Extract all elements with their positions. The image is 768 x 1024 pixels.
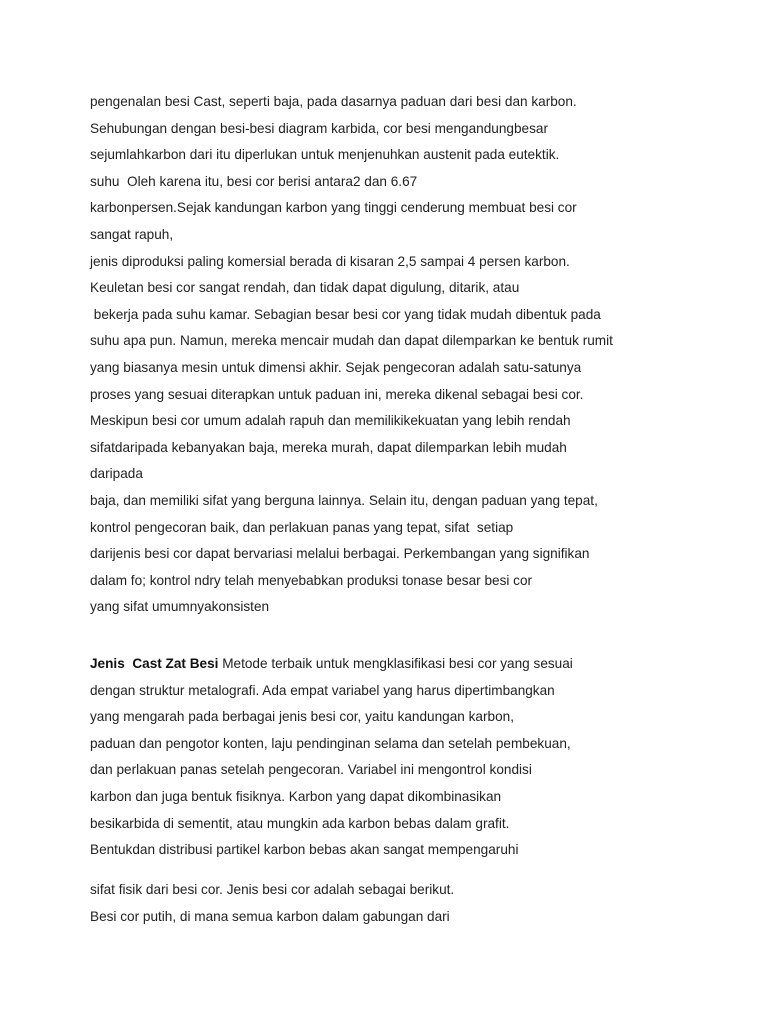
text-line: proses yang sesuai diterapkan untuk paduan ini, mereka dikenal sebagai besi cor. [90, 386, 584, 402]
text-line: sangat rapuh, [90, 226, 174, 242]
text-line: Bentukdan distribusi partikel karbon bebas akan sangat mempengaruhi [90, 842, 519, 858]
text-line: darijenis besi cor dapat bervariasi melalui berbagai. Perkembangan yang signifikan [90, 546, 590, 562]
text-line: yang sifat umumnyakonsisten [90, 599, 270, 615]
text-line: besikarbida di sementit, atau mungkin ada karbon bebas dalam grafit. [90, 815, 510, 831]
text-line: yang mengarah pada berbagai jenis besi cor, yaitu kandungan karbon, [90, 709, 514, 725]
paragraph-types [90, 651, 730, 864]
paragraph-classification [90, 877, 730, 930]
text-line: bekerja pada suhu kamar. Sebagian besar besi cor yang tidak mudah dibentuk pada [90, 306, 601, 322]
text-line: Besi cor putih, di mana semua karbon dalam gabungan dari [90, 908, 450, 924]
text-line: sejumlahkarbon dari itu diperlukan untuk menjenuhkan austenit pada eutektik. [90, 147, 560, 163]
section-heading: Jenis Cast Zat Besi [90, 656, 219, 671]
text-line-with-heading [90, 651, 730, 678]
text-line: dalam fo; kontrol ndry telah menyebabkan produksi tonase besar besi cor [90, 572, 533, 588]
text-run: Metode terbaik untuk mengklasifikasi besi cor yang sesuai [218, 656, 573, 671]
text-line: kontrol pengecoran baik, dan perlakuan panas yang tepat, sifat setiap [90, 519, 514, 535]
text-line: dan perlakuan panas setelah pengecoran. Variabel ini mengontrol kondisi [90, 762, 532, 778]
text-line: dengan struktur metalografi. Ada empat variabel yang harus dipertimbangkan [90, 682, 555, 698]
text-line: Keuletan besi cor sangat rendah, dan tidak dapat digulung, ditarik, atau [90, 280, 520, 296]
text-line: daripada [90, 466, 143, 482]
text-line: baja, dan memiliki sifat yang berguna lainnya. Selain itu, dengan paduan yang tepat, [90, 492, 598, 508]
text-line: suhu Oleh karena itu, besi cor berisi antara2 dan 6.67 [90, 173, 418, 189]
text-line: karbon dan juga bentuk fisiknya. Karbon yang dapat dikombinasikan [90, 788, 502, 804]
text-line: Meskipun besi cor umum adalah rapuh dan memilikikekuatan yang lebih rendah [90, 413, 571, 429]
text-line: Sehubungan dengan besi-besi diagram karbida, cor besi mengandungbesar [90, 120, 548, 136]
text-line: suhu apa pun. Namun, mereka mencair mudah dan dapat dilemparkan ke bentuk rumit [90, 333, 613, 349]
text-line: paduan dan pengotor konten, laju pendinginan selama dan setelah pembekuan, [90, 735, 571, 751]
text-line: sifat fisik dari besi cor. Jenis besi cor adalah sebagai berikut. [90, 882, 455, 897]
text-line: pengenalan besi Cast, seperti baja, pada dasarnya paduan dari besi dan karbon. [90, 94, 577, 109]
text-line: jenis diproduksi paling komersial berada di kisaran 2,5 sampai 4 persen karbon. [90, 253, 570, 269]
paragraph-intro [90, 89, 730, 621]
text-line: karbonpersen.Sejak kandungan karbon yang tinggi cenderung membuat besi cor [90, 200, 577, 216]
text-line: sifatdaripada kebanyakan baja, mereka murah, dapat dilemparkan lebih mudah [90, 439, 567, 455]
text-line: yang biasanya mesin untuk dimensi akhir. Sejak pengecoran adalah satu-satunya [90, 359, 582, 375]
